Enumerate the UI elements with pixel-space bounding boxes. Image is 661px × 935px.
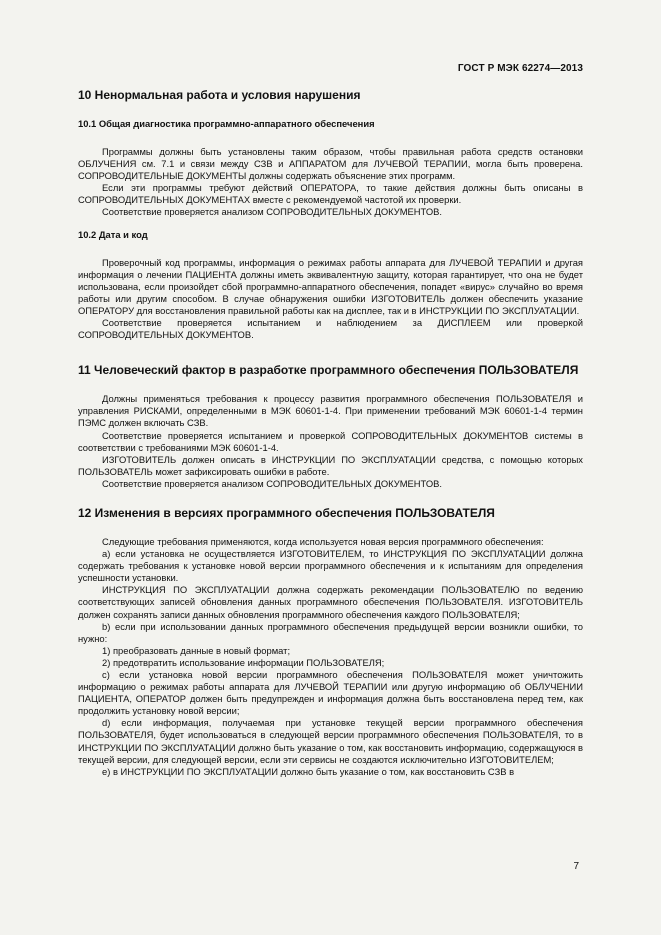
paragraph: Соответствие проверяется испытанием и проверкой СОПРОВОДИТЕЛЬНЫХ ДОКУМЕНТОВ системы в соответствии с требованиями МЭК 60601-1-4. — [78, 429, 583, 453]
paragraph: ИЗГОТОВИТЕЛЬ должен описать в ИНСТРУКЦИИ ПО ЭКСПЛУАТАЦИИ средства, с помощью которых ПОЛЬЗОВАТЕЛЬ может зафиксировать ошибки в работе. — [78, 453, 583, 477]
list-item: d) если информация, получаемая при установке текущей версии программного обеспечения ПОЛЬЗОВАТЕЛЯ, будет использоваться в следующей версии программного обеспечения ПОЛЬЗОВАТЕЛЯ, то в ИНСТРУКЦИИ ПО ЭКСПЛУАТАЦИИ должно быть указание о том, как восстановить информацию, содержащуюся в текущей версии, для следующей версии, если эти сервисы не создаются исключительно ИЗГОТОВИТЕЛЕМ; — [78, 717, 583, 765]
paragraph: Должны применяться требования к процессу развития программного обеспечения ПОЛЬЗОВАТЕЛЯ и управления РИСКАМИ, определенными в МЭК 60601-1-4. При применении требований МЭК 60601-1-4 термин ПЭМС должен включать СЗВ. — [78, 393, 583, 429]
section-10-heading: 10 Ненормальная работа и условия нарушения — [78, 88, 361, 102]
document-body — [78, 88, 583, 778]
list-item: а) если установка не осуществляется ИЗГОТОВИТЕЛЕМ, то ИНСТРУКЦИЯ ПО ЭКСПЛУАТАЦИИ должна содержать требования к установке новой версии программного обеспечения и к испытаниям для определения успешности установки. — [78, 548, 583, 584]
list-item: с) если установка новой версии программного обеспечения ПОЛЬЗОВАТЕЛЯ может уничтожить информацию о режимах работы аппарата для ЛУЧЕВОЙ ТЕРАПИИ или другую информацию об ОБЛУЧЕНИИ ПАЦИЕНТА, ОПЕРАТОР должен быть предупрежден и информация должна быть восстановлена перед тем, как продолжить установку новой версии; — [78, 669, 583, 717]
paragraph: Программы должны быть установлены таким образом, чтобы правильная работа средств остановки ОБЛУЧЕНИЯ см. 7.1 и связи между СЗВ и АППАРАТОМ для ЛУЧЕВОЙ ТЕРАПИИ, могла быть проверена. СОПРОВОДИТЕЛЬНЫЕ ДОКУМЕНТЫ должны содержать объяснение этих программ. — [78, 146, 583, 182]
paragraph: Соответствие проверяется анализом СОПРОВОДИТЕЛЬНЫХ ДОКУМЕНТОВ. — [102, 206, 442, 218]
list-item: 2) предотвратить использование информации ПОЛЬЗОВАТЕЛЯ; — [102, 656, 385, 668]
paragraph: ИНСТРУКЦИЯ ПО ЭКСПЛУАТАЦИИ должна содержать рекомендации ПОЛЬЗОВАТЕЛЮ по ведению соответствующих записей обновления данных программного обеспечения ПОЛЬЗОВАТЕЛЯ. ИЗГОТОВИТЕЛЬ должен сохранять записи данных обновления программного обеспечения каждого ПОЛЬЗОВАТЕЛЯ; — [78, 584, 583, 620]
document-code-header: ГОСТ Р МЭК 62274—2013 — [457, 63, 583, 74]
paragraph: Следующие требования применяются, когда используется новая версия программного обеспечения: — [102, 535, 544, 547]
section-10-1-heading: 10.1 Общая диагностика программно-аппаратного обеспечения — [78, 118, 375, 129]
section-11-heading: 11 Человеческий фактор в разработке программного обеспечения ПОЛЬЗОВАТЕЛЯ — [78, 363, 579, 378]
paragraph: Проверочный код программы, информация о режимах работы аппарата для ЛУЧЕВОЙ ТЕРАПИИ и другая информация о лечении ПАЦИЕНТА должны иметь эквивалентную защиту, которая гарантирует, что она не будет использована, если произойдет сбой программно-аппаратного обеспечения, попадет «вирус» случайно во время работы или другим способом. В случае обнаружения ошибки ИЗГОТОВИТЕЛЬ должен обеспечить указание ОПЕРАТОРУ для восстановления правильной работы как на дисплее, так и в ИНСТРУКЦИИ ПО ЭКСПЛУАТАЦИИ. — [78, 256, 583, 316]
page-number: 7 — [573, 861, 579, 872]
section-10-2-heading: 10.2 Дата и код — [78, 228, 148, 240]
list-item: е) в ИНСТРУКЦИИ ПО ЭКСПЛУАТАЦИИ должно быть указание о том, как восстановить СЗВ в — [102, 765, 515, 777]
list-item: 1) преобразовать данные в новый формат; — [102, 644, 291, 656]
paragraph: Соответствие проверяется испытанием и наблюдением за ДИСПЛЕЕМ или проверкой СОПРОВОДИТЕЛЬНЫХ ДОКУМЕНТОВ. — [78, 317, 583, 341]
list-item: b) если при использовании данных программного обеспечения предыдущей версии возникли ошибки, то нужно: — [78, 620, 583, 644]
paragraph: Если эти программы требуют действий ОПЕРАТОРА, то такие действия должны быть описаны в СОПРОВОДИТЕЛЬНЫХ ДОКУМЕНТАХ вместе с рекомендуемой частотой их проверки. — [78, 182, 583, 206]
paragraph: Соответствие проверяется анализом СОПРОВОДИТЕЛЬНЫХ ДОКУМЕНТОВ. — [102, 477, 442, 489]
section-12-heading: 12 Изменения в версиях программного обеспечения ПОЛЬЗОВАТЕЛЯ — [78, 505, 495, 520]
